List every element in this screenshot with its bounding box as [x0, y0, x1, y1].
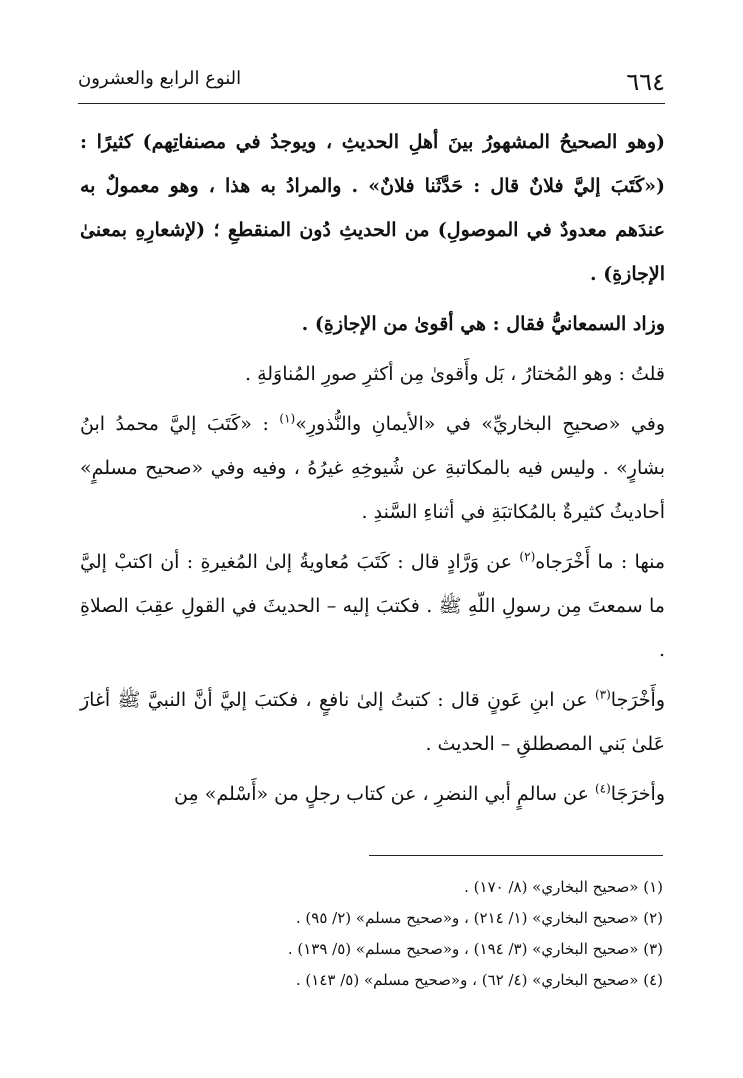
paragraph-4 — [80, 402, 665, 534]
paragraph-5 — [80, 540, 665, 672]
footnote-rule — [369, 855, 663, 856]
paragraph-6 — [80, 678, 665, 766]
paragraph-6-text-a: وأَخْرَجا — [610, 689, 665, 711]
paragraph-4-text-b: : «كَتَبَ إليَّ محمدُ ابنُ بشارٍ» . وليس فيه بالمكاتبةِ عن شُيوخِهِ غيرُهُ ، وفيه وفي «صحيح مسلمٍ» أحاديثُ كثيرةٌ بالمُكاتبَةِ في أثناءِ السَّندِ . — [80, 413, 665, 523]
paragraph-7-text-b: عن سالمٍ أبي النضرِ ، عن كتاب رجلٍ من «أَسْلم» مِن — [174, 783, 595, 805]
footnote-ref-1: (١) — [279, 411, 296, 426]
paragraph-5-text-b: عن وَرَّادٍ قال : كَتَبَ مُعاويةُ إلىٰ المُغيرةِ : أن اكتبْ إليَّ ما سمعتَ مِن رسولِ اللّهِ ﷺ . فكتبَ إليه – الحديثَ في القولِ عقِبَ الصلاةِ . — [80, 551, 665, 661]
paragraph-1: (وهو الصحيحُ المشهورُ بينَ أهلِ الحديثِ ، ويوجدُ في مصنفاتِهم) كثيرًا : («كَتَبَ إليَّ فلانٌ قال : حَدَّثَنا فلانٌ» . والمرادُ به هذا ، وهو معمولٌ به عندَهم معدودٌ في الموصولِ) من الحديثِ دُون المنقطعِ ؛ (لإشعارِهِ بمعنىٰ الإجازةِ) . — [80, 131, 665, 285]
paragraph-7 — [80, 772, 665, 816]
footnote-2: (٢) «صحيح البخاري» (١/ ٢١٤) ، و«صحيح مسلم» (٢/ ٩٥) . — [295, 909, 663, 927]
footnote-3: (٣) «صحيح البخاري» (٣/ ١٩٤) ، و«صحيح مسلم» (٥/ ١٣٩) . — [287, 940, 663, 958]
footnote-ref-3: (٣) — [594, 687, 611, 702]
footnote-1: (١) «صحيح البخاري» (٨/ ١٧٠) . — [464, 878, 663, 896]
page-header — [78, 62, 665, 102]
footnote-ref-2: (٢) — [519, 549, 536, 564]
paragraph-2: وزاد السمعانيُّ فقال : هي أقوىٰ من الإجازةِ) . — [301, 313, 665, 335]
running-title: النوع الرابع والعشرون — [78, 68, 242, 89]
main-text — [80, 120, 665, 822]
paragraph-5-text-a: منها : ما أَخْرَجاه — [535, 551, 665, 573]
footnote-4: (٤) «صحيح البخاري» (٤/ ٦٢) ، و«صحيح مسلم» (٥/ ١٤٣) . — [295, 971, 663, 989]
footnote-ref-4: (٤) — [594, 781, 611, 796]
footnotes — [80, 872, 663, 996]
page-number: ٦٦٤ — [626, 68, 665, 96]
header-rule — [78, 103, 665, 104]
paragraph-7-text-a: وأخرَجَا — [610, 783, 665, 805]
paragraph-4-text-a: وفي «صحيحِ البخاريِّ» في «الأيمانِ والنُّذورِ» — [295, 413, 666, 435]
paragraph-3: قلتُ : وهو المُختارُ ، بَل وأَقوىٰ مِن أكثرِ صورِ المُناوَلةِ . — [245, 363, 665, 385]
paragraph-6-text-b: عن ابنِ عَونٍ قال : كتبتُ إلىٰ نافعٍ ، فكتبَ إليَّ أنَّ النبيَّ ﷺ أغارَ عَلىٰ بَني المصطلقِ – الحديث . — [80, 689, 665, 755]
